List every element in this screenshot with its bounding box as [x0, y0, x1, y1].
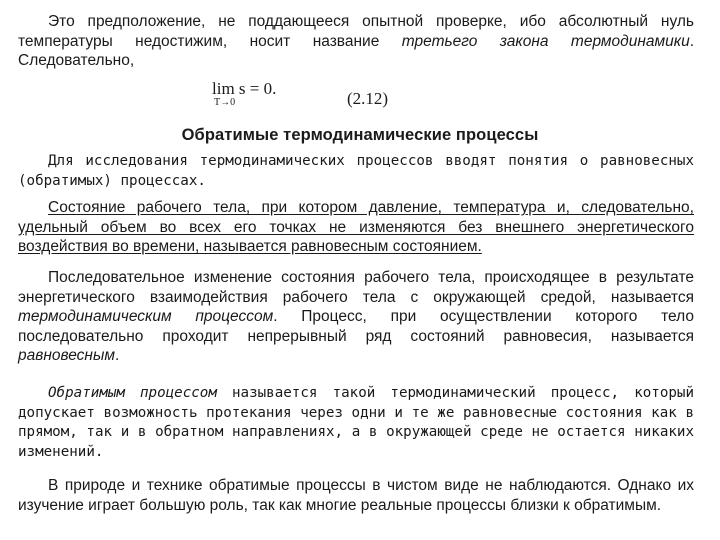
paragraph-text: .: [115, 347, 120, 365]
paragraph-text: Последовательное изменение состояния рабочего тела, происходящее в результате энергетического взаимодействия рабочего тела с окружающей средой, называется: [18, 269, 694, 306]
paragraph-text: называется такой термодинамический процесс, который допускает возможность протекания через одни и те же равновесные состояния как в прямом, так и в обратном направлениях, а в окружающей среде не остается никаких изменений.: [18, 385, 694, 460]
equation-number: (2.12): [347, 89, 389, 108]
formula-limit: [212, 80, 276, 108]
paragraph-text: . Процесс, при осуществлении которого тело последовательно проходит непрерывный ряд состояний равновесия, называется: [18, 308, 694, 345]
term-equilibrium: равновесным: [18, 347, 115, 365]
paragraph-equilibrium-state: Состояние рабочего тела, при котором давление, температура и, следовательно, удельный объем во всех его точках не изменяются без внешнего энергетического воздействия во времени, называется равновесным состоянием.: [18, 199, 694, 256]
paragraph-intro: Для исследования термодинамических процессов вводят понятия о равновесных (обратимых) процессах.: [18, 153, 694, 189]
term-thermodynamic-process: термодинамическим процессом: [18, 308, 274, 326]
term-reversible-process: Обратимым процессом: [48, 385, 217, 401]
term-third-law: третьего закона термодинамики: [401, 32, 690, 50]
paragraph-text: . Следовательно,: [18, 32, 694, 70]
paragraph-third-law: [18, 12, 694, 71]
formula-subscript: T→0: [214, 97, 236, 108]
paragraph-nature: В природе и технике обратимые процессы в чистом виде не наблюдаются. Однако их изучение играет большую роль, так как многие реальные процессы близки к обратимым.: [18, 477, 694, 514]
section-heading: Обратимые термодинамические процессы: [181, 126, 539, 144]
formula-expression: lim s = 0.: [212, 79, 277, 98]
paragraph-reversible-process: [18, 384, 694, 462]
paragraph-process-definition: [18, 268, 694, 366]
paragraph-text: Это предположение, не поддающееся опытной проверке, ибо абсолютный нуль температуры недостижим, носит название: [18, 13, 694, 50]
